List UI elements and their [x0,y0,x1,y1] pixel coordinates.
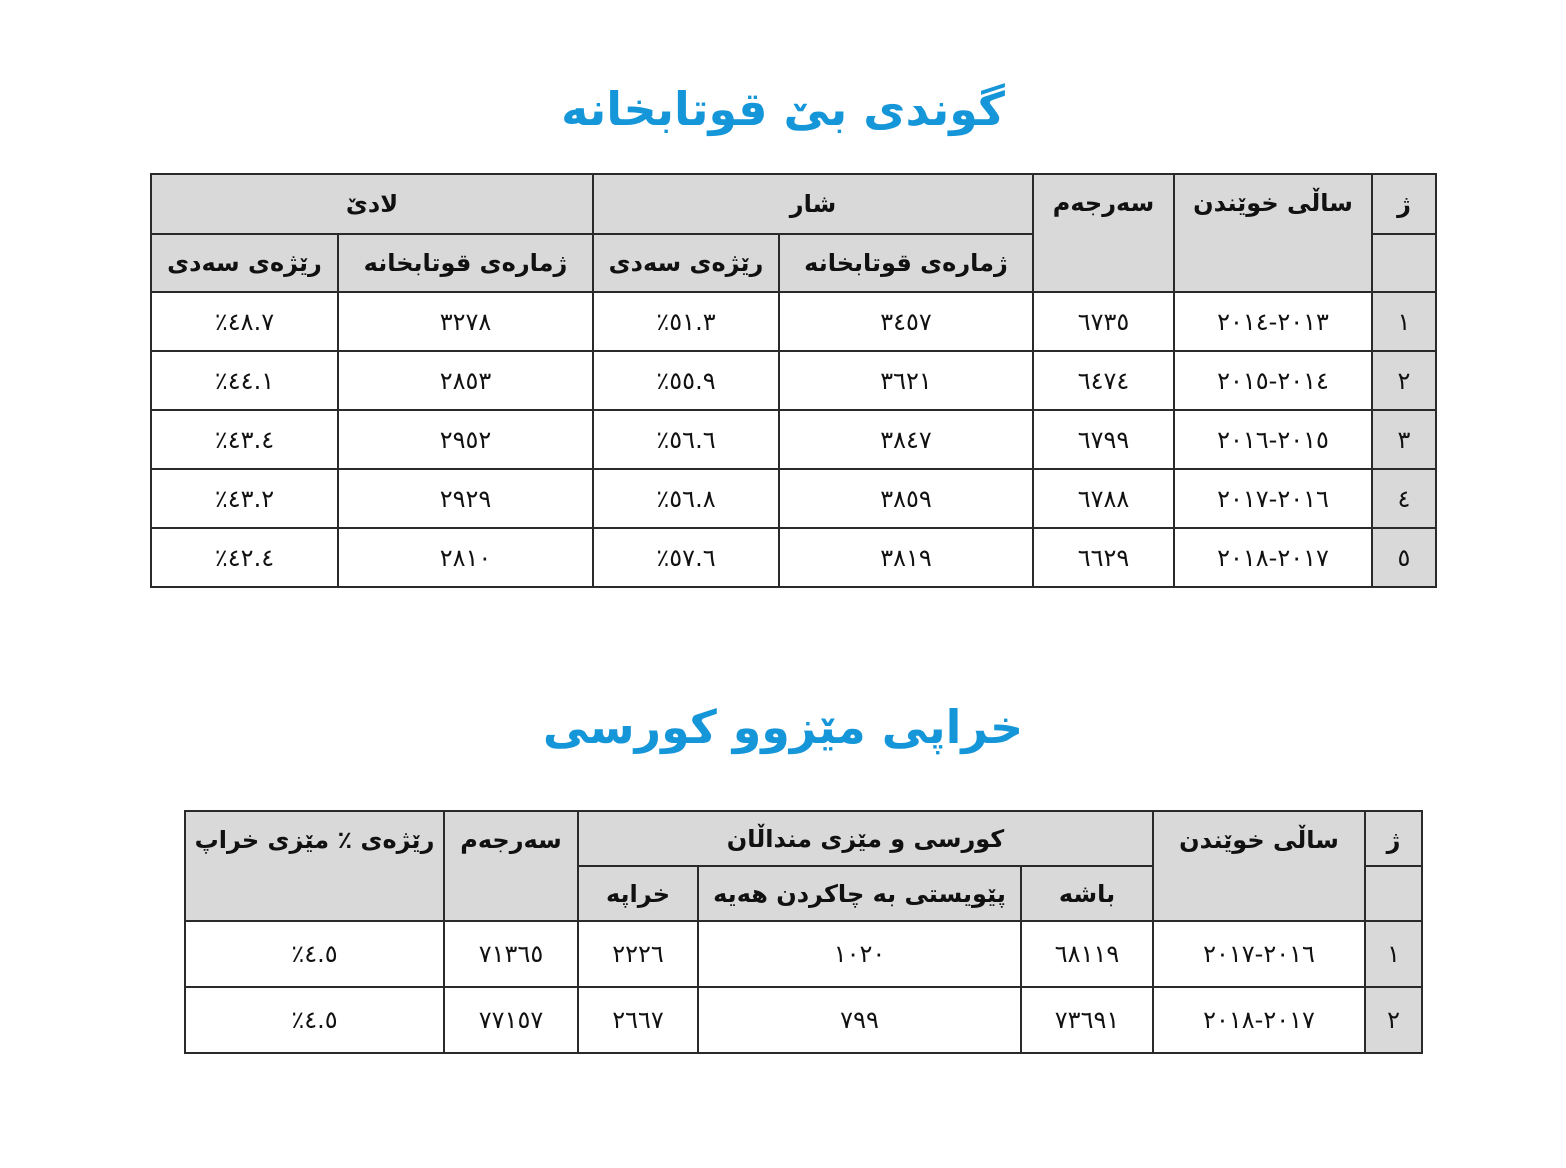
row-index: ٣ [1372,410,1436,469]
table2-title: خراپی مێزوو کورسی [542,700,1024,754]
table-row [151,292,1436,351]
row-good: ٦٨١١٩ [1021,921,1153,987]
row-total: ٦٧٩٩ [1033,410,1174,469]
header-village: لادێ [151,174,593,234]
row-village-count: ٢٩٥٢ [338,410,593,469]
table-row [151,351,1436,410]
header-year: ساڵی خوێندن [1174,174,1372,292]
header-village-count: ژمارەی قوتابخانە [338,234,593,292]
row-index: ٤ [1372,469,1436,528]
row-city-count: ٣٨٥٩ [779,469,1033,528]
row-village-percent: ٤٢.٤٪ [151,528,338,587]
table-row [185,921,1422,987]
row-village-percent: ٤٣.٢٪ [151,469,338,528]
row-index: ١ [1372,292,1436,351]
row-total: ٦٧٣٥ [1033,292,1174,351]
row-needs-repair: ٧٩٩ [698,987,1021,1053]
header-good: باشه [1021,866,1153,921]
row-year: ٢٠١٦-٢٠١٧ [1153,921,1365,987]
row-village-count: ٢٨١٠ [338,528,593,587]
row-total: ٦٧٨٨ [1033,469,1174,528]
table-row [151,410,1436,469]
row-city-count: ٣٦٢١ [779,351,1033,410]
row-good: ٧٣٦٩١ [1021,987,1153,1053]
row-village-percent: ٤٣.٤٪ [151,410,338,469]
row-index: ٢ [1365,987,1422,1053]
row-index: ٢ [1372,351,1436,410]
row-needs-repair: ١٠٢٠ [698,921,1021,987]
header-total: سەرجەم [444,811,578,921]
row-year: ٢٠١٧-٢٠١٨ [1174,528,1372,587]
row-year: ٢٠١٦-٢٠١٧ [1174,469,1372,528]
row-village-percent: ٤٨.٧٪ [151,292,338,351]
table-row [151,469,1436,528]
row-year: ٢٠١٣-٢٠١٤ [1174,292,1372,351]
header-total: سەرجەم [1033,174,1174,292]
row-city-percent: ٥٥.٩٪ [593,351,779,410]
row-city-percent: ٥٧.٦٪ [593,528,779,587]
row-index: ٥ [1372,528,1436,587]
header-city-percent: رێژەی سەدی [593,234,779,292]
row-year: ٢٠١٤-٢٠١٥ [1174,351,1372,410]
header-desks-group: کورسی و مێزی منداڵان [578,811,1153,866]
row-village-count: ٣٢٧٨ [338,292,593,351]
header-index: ژ [1365,811,1422,866]
row-village-percent: ٤٤.١٪ [151,351,338,410]
row-village-count: ٢٨٥٣ [338,351,593,410]
row-total: ٦٤٧٤ [1033,351,1174,410]
row-bad: ٢٦٦٧ [578,987,698,1053]
row-total: ٧١٣٦٥ [444,921,578,987]
header-needs-repair: پێویستی به چاکردن هەیه [698,866,1021,921]
header-index-blank [1365,866,1422,921]
table1-title: گوندی بێ قوتابخانە [561,82,1005,136]
row-city-percent: ٥٦.٨٪ [593,469,779,528]
header-index-blank [1372,234,1436,292]
header-city: شار [593,174,1033,234]
header-village-percent: رێژەی سەدی [151,234,338,292]
row-city-count: ٣٨٤٧ [779,410,1033,469]
row-city-count: ٣٤٥٧ [779,292,1033,351]
row-year: ٢٠١٥-٢٠١٦ [1174,410,1372,469]
row-bad-percent: ٤.٥٪ [185,921,444,987]
row-year: ٢٠١٧-٢٠١٨ [1153,987,1365,1053]
row-city-count: ٣٨١٩ [779,528,1033,587]
desks-chairs-table [184,810,1423,1054]
row-bad-percent: ٤.٥٪ [185,987,444,1053]
row-city-percent: ٥٦.٦٪ [593,410,779,469]
school-statistics-table [150,173,1437,588]
row-bad: ٢٢٢٦ [578,921,698,987]
table-row [151,528,1436,587]
header-index: ژ [1372,174,1436,234]
header-year: ساڵی خوێندن [1153,811,1365,921]
row-city-percent: ٥١.٣٪ [593,292,779,351]
row-index: ١ [1365,921,1422,987]
row-village-count: ٢٩٢٩ [338,469,593,528]
row-total: ٧٧١٥٧ [444,987,578,1053]
table-row [185,987,1422,1053]
row-total: ٦٦٢٩ [1033,528,1174,587]
header-bad: خراپه [578,866,698,921]
header-bad-percent: رێژەی ٪ مێزی خراپ [185,811,444,921]
header-city-count: ژمارەی قوتابخانە [779,234,1033,292]
